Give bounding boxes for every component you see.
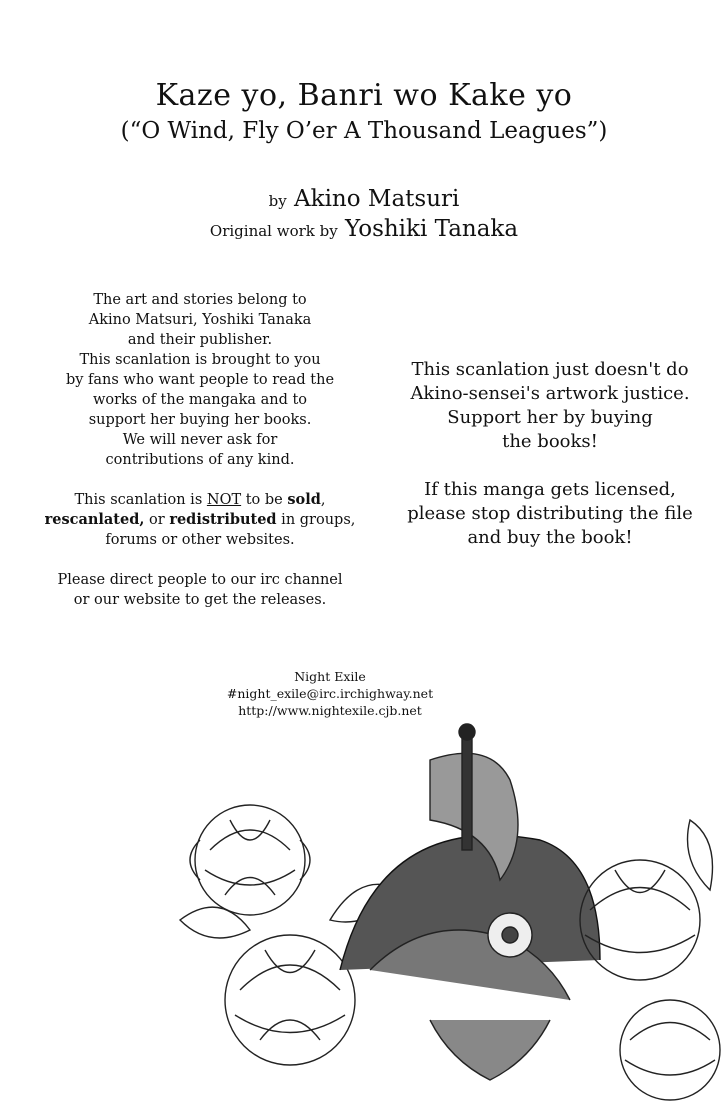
disclaimer-line: The art and stories belong to [93,292,307,308]
support-line: and buy the book! [467,527,633,548]
irc-channel: #night_exile@irc.irchighway.net [226,686,434,701]
original-work-line [0,216,728,242]
disclaimer-line: by fans who want people to read the [65,372,335,388]
support-line: Akino-sensei's artwork justice. [410,383,690,404]
page-subtitle: (“O Wind, Fly O’er A Thousand Leagues”) [120,118,608,144]
support-line: This scanlation just doesn't do [411,359,689,380]
text-fragment: in groups, [276,512,356,528]
peony-flower-right-lower [620,1000,720,1100]
helmet [340,724,600,1080]
disclaimer-line: Akino Matsuri, Yoshiki Tanaka [88,312,312,328]
redistributed-emphasis: redistributed [169,511,277,528]
group-credits [180,668,480,719]
website-url: http://www.nightexile.cjb.net [238,703,422,718]
disclaimer-paragraph-1 [40,290,360,470]
peony-flower-right [580,860,700,980]
text-fragment: , [320,492,326,508]
disclaimer-line: We will never ask for [122,432,278,448]
support-line: Support her by buying [447,407,653,428]
support-paragraph-1 [380,358,720,454]
disclaimer-paragraph-2 [40,490,360,550]
peony-flower-left-lower [225,935,355,1065]
page-title: Kaze yo, Banri wo Kake yo [155,78,573,113]
disclaimer-line: support her buying her books. [88,412,312,428]
support-line: please stop distributing the file [407,503,693,524]
group-name: Night Exile [294,669,366,684]
author-name: Akino Matsuri [294,186,460,212]
disclaimer-line: This scanlation is brought to you [79,352,321,368]
text-fragment: to be [241,492,288,508]
disclaimer-line: or our website to get the releases. [73,592,327,608]
not-emphasis: NOT [206,492,242,508]
original-author-name: Yoshiki Tanaka [345,216,519,242]
support-line: If this manga gets licensed, [424,479,676,500]
flower-helmet-illustration [170,720,728,1108]
disclaimer-line: Please direct people to our irc channel [57,572,343,588]
text-fragment: This scanlation is [74,492,207,508]
support-line: the books! [502,431,598,452]
by-prefix: by [268,192,287,210]
original-work-prefix: Original work by [209,222,338,240]
disclaimer-line: forums or other websites. [105,532,295,548]
disclaimer-line [40,490,360,510]
text-fragment: or [144,512,170,528]
disclaimer-line: works of the mangaka and to [92,392,308,408]
rescanlated-emphasis: rescanlated, [44,511,145,528]
sold-emphasis: sold [287,491,321,508]
disclaimer-paragraph-3 [40,570,360,610]
disclaimer-column [40,290,360,630]
leaf [180,907,250,938]
disclaimer-line: and their publisher. [127,332,273,348]
support-column [380,358,720,574]
disclaimer-line [40,510,360,530]
author-line [0,186,728,212]
leaf [688,820,713,890]
support-paragraph-2 [380,478,720,550]
disclaimer-line: contributions of any kind. [105,452,295,468]
peony-flower-left [190,805,310,915]
